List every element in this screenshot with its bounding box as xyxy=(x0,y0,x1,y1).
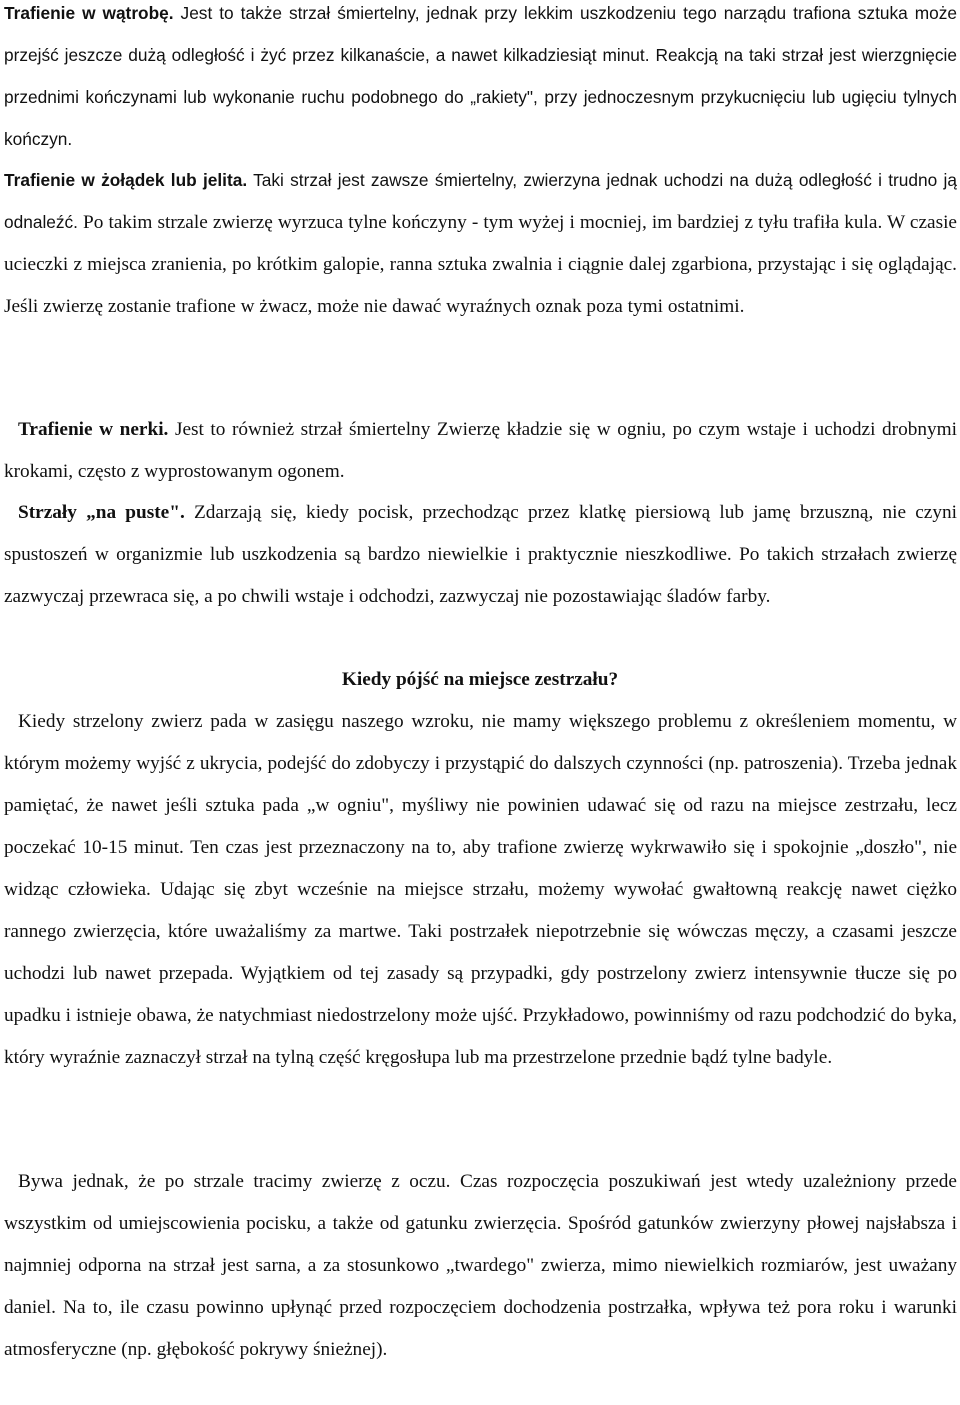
paragraph-kidney-shot xyxy=(4,409,957,493)
paragraph-stomach-shot xyxy=(4,159,957,328)
paragraph-title: Trafienie w żołądek lub jelita. xyxy=(4,170,248,190)
paragraph-liver-shot xyxy=(4,0,957,160)
paragraph-body: Jest to także strzał śmiertelny, jednak przy lekkim uszkodzeniu tego narządu trafiona sztuka może przejść jeszcze dużą odległość i żyć przez kilkanaście, a nawet kilkadziesiąt minut. Reakcją na taki strzał jest wierzgnięcie przednimi kończynami lub wykonanie ruchu podobnego do „rakiety", przy jednoczesnym przykucnięciu lub ugięciu tylnych kończyn. xyxy=(4,3,957,149)
paragraph-title: Strzały „na puste". xyxy=(18,502,185,523)
paragraph-empty-shots xyxy=(4,492,957,618)
paragraph-title: Trafienie w wątrobę. xyxy=(4,3,174,23)
paragraph-body-continued: Po takim strzale zwierzę wyrzuca tylne kończyny - tym wyżej i mocniej, im bardziej z tyłu trafiła kula. W czasie ucieczki z miejsca zranienia, po krótkim galopie, ranna sztuka zwalnia i ciągnie dalej zgarbiona, przystając i się oglądając. Jeśli zwierzę zostanie trafione w żwacz, może nie dawać wyraźnych oznak poza tymi ostatnimi. xyxy=(4,212,957,317)
paragraph-title: Trafienie w nerki. xyxy=(18,419,169,440)
paragraph-lost-sight: Bywa jednak, że po strzale tracimy zwierzę z oczu. Czas rozpoczęcia poszukiwań jest wtedy uzależniony przede wszystkim od umiejscowienia pocisku, a także od gatunku zwierzęcia. Spośród gatunków zwierzyny płowej najsłabsza i najmniej odporna na strzał jest sarna, a za stosunkowo „twardego" zwierza, mimo niewielkich rozmiarów, jest uważany daniel. Na to, ile czasu powinno upłynąć przed rozpoczęciem dochodzenia postrzałka, wpływa też pora roku i warunki atmosferyczne (np. głębokość pokrywy śnieżnej). xyxy=(4,1171,957,1360)
section-heading: Kiedy pójść na miejsce zestrzału? xyxy=(341,669,619,690)
paragraph-when-to-approach: Kiedy strzelony zwierz pada w zasięgu naszego wzroku, nie mamy większego problemu z określeniem momentu, w którym możemy wyjść z ukrycia, podejść do zdobyczy i przystąpić do dalszych czynności (np. patroszenia). Trzeba jednak pamiętać, że nawet jeśli sztuka pada „w ogniu", myśliwy nie powinien udawać się od razu na miejsce zestrzału, lecz poczekać 10-15 minut. Ten czas jest przeznaczony na to, aby trafione zwierzę wykrwawiło się i spokojnie „doszło", nie widząc człowieka. Udając się zbyt wcześnie na miejsce strzału, możemy wywołać gwałtowną reakcję nawet ciężko rannego zwierzęcia, które uważaliśmy za martwe. Taki postrzałek niepotrzebnie się wówczas męczy, a czasami jeszcze uchodzi lub nawet przepada. Wyjątkiem od tej zasady są przypadki, gdy postrzelony zwierz intensywnie tłucze się po upadku i istnieje obawa, że natychmiast niedostrzelony może ujść. Przykładowo, powinniśmy od razu podchodzić do byka, który wyraźnie zaznaczył strzał na tylną część kręgosłupa lub ma przestrzelone przednie bądź tylne badyle. xyxy=(4,711,957,1068)
paragraph-body: Zdarzają się, kiedy pocisk, przechodząc przez klatkę piersiową lub jamę brzuszną, nie czyni spustoszeń w organizmie lub uszkodzenia są bardzo niewielkie i praktycznie nieszkodliwe. Po takich strzałach zwierzę zazwyczaj przewraca się, a po chwili wstaje i odchodzi, zazwyczaj nie pozostawiając śladów farby. xyxy=(4,502,958,607)
paragraph-body: Taki strzał jest zawsze śmiertelny, zwierzyna jednak uchodzi na dużą odległość i trudno ją odnaleźć. xyxy=(4,170,957,232)
paragraph-body: Jest to również strzał śmiertelny Zwierzę kładzie się w ogniu, po czym wstaje i uchodzi drobnymi krokami, często z wyprostowanym ogonem. xyxy=(4,419,958,482)
